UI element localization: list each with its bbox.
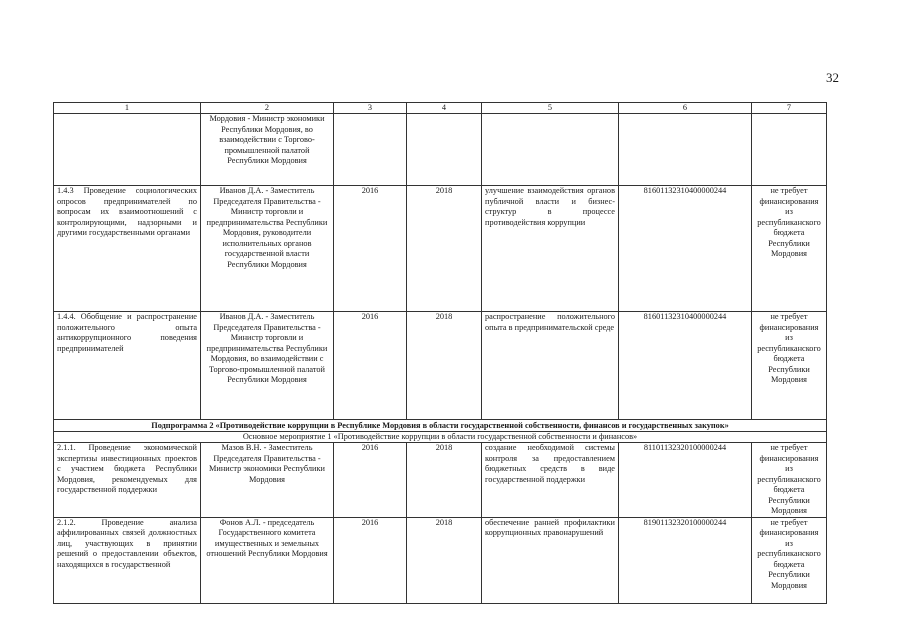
financing-cell: не требует финансирования из республиканского бюджета Республики Мордовия xyxy=(752,186,827,312)
result-cell: обеспечение ранней профилактики коррупционных правонарушений xyxy=(482,517,619,603)
event-title: Основное мероприятие 1 «Противодействие коррупции в области государственной собственности и финансов» xyxy=(54,432,827,443)
budget-code-cell: 81601132310400000244 xyxy=(619,312,752,420)
program-table xyxy=(53,102,827,604)
table-row xyxy=(54,443,827,518)
measure-cell xyxy=(54,114,201,186)
result-cell: улучшение взаимодействия органов публичной власти и бизнес-структур в процессе противодействия коррупции xyxy=(482,186,619,312)
responsible-cell: Мордовия - Министр экономики Республики Мордовия, во взаимодействии с Торгово-промышленной палатой Республики Мордовия xyxy=(201,114,334,186)
measure-cell: 2.1.2. Проведение анализа аффилированных связей должностных лиц, участвующих в принятии решений о предоставлении объектов, находящихся в государственной xyxy=(54,517,201,603)
column-number: 1 xyxy=(54,103,201,114)
end-year-cell xyxy=(407,114,482,186)
column-number: 3 xyxy=(334,103,407,114)
budget-code-cell: 81101132320100000244 xyxy=(619,443,752,518)
budget-code-cell: 81601132310400000244 xyxy=(619,186,752,312)
financing-cell: не требует финансирования из республиканского бюджета Республики Мордовия xyxy=(752,312,827,420)
responsible-cell: Мазов В.Н. - Заместитель Председателя Правительства - Министр экономики Республики Мордовия xyxy=(201,443,334,518)
result-cell xyxy=(482,114,619,186)
start-year-cell: 2016 xyxy=(334,186,407,312)
responsible-cell: Иванов Д.А. - Заместитель Председателя Правительства - Министр торговли и предпринимательства Республики Мордовия, руководители исполнительных органов государственной власти Республики Мордовия xyxy=(201,186,334,312)
measure-cell: 1.4.4. Обобщение и распространение положительного опыта антикоррупционного поведения предпринимателей xyxy=(54,312,201,420)
subprogram-row xyxy=(54,420,827,432)
responsible-cell: Иванов Д.А. - Заместитель Председателя Правительства - Министр торговли и предпринимательства Республики Мордовия, во взаимодействии с Торгово-промышленной палатой Республики Мордовия xyxy=(201,312,334,420)
result-cell: создание необходимой системы контроля за предоставлением бюджетных средств в виде государственной поддержки xyxy=(482,443,619,518)
table-row xyxy=(54,517,827,603)
end-year-cell: 2018 xyxy=(407,443,482,518)
measure-cell: 1.4.3 Проведение социологических опросов предпринимателей по вопросам их взаимоотношений с контролирующими, надзорными и другими государственными органами xyxy=(54,186,201,312)
table-row xyxy=(54,186,827,312)
end-year-cell: 2018 xyxy=(407,517,482,603)
measure-cell: 2.1.1. Проведение экономической экспертизы инвестиционных проектов с участием бюджета Республики Мордовия, рекомендуемых для государственной поддержки xyxy=(54,443,201,518)
result-cell: распространение положительного опыта в предпринимательской среде xyxy=(482,312,619,420)
financing-cell xyxy=(752,114,827,186)
event-row xyxy=(54,432,827,443)
budget-code-cell: 81901132320100000244 xyxy=(619,517,752,603)
financing-cell: не требует финансирования из республиканского бюджета Республики Мордовия xyxy=(752,443,827,518)
start-year-cell: 2016 xyxy=(334,443,407,518)
financing-cell: не требует финансирования из республиканского бюджета Республики Мордовия xyxy=(752,517,827,603)
responsible-cell: Фонов А.Л. - председатель Государственного комитета имущественных и земельных отношений Республики Мордовия xyxy=(201,517,334,603)
start-year-cell: 2016 xyxy=(334,517,407,603)
end-year-cell: 2018 xyxy=(407,312,482,420)
column-number: 7 xyxy=(752,103,827,114)
column-number: 4 xyxy=(407,103,482,114)
column-number: 5 xyxy=(482,103,619,114)
page-number: 32 xyxy=(826,70,839,85)
start-year-cell: 2016 xyxy=(334,312,407,420)
budget-code-cell xyxy=(619,114,752,186)
column-number: 2 xyxy=(201,103,334,114)
table-row xyxy=(54,312,827,420)
column-number: 6 xyxy=(619,103,752,114)
end-year-cell: 2018 xyxy=(407,186,482,312)
table-header-row xyxy=(54,103,827,114)
start-year-cell xyxy=(334,114,407,186)
table-row xyxy=(54,114,827,186)
subprogram-title: Подпрограмма 2 «Противодействие коррупции в Республике Мордовия в области государственной собственности, финансов и государственных закупок» xyxy=(54,420,827,432)
